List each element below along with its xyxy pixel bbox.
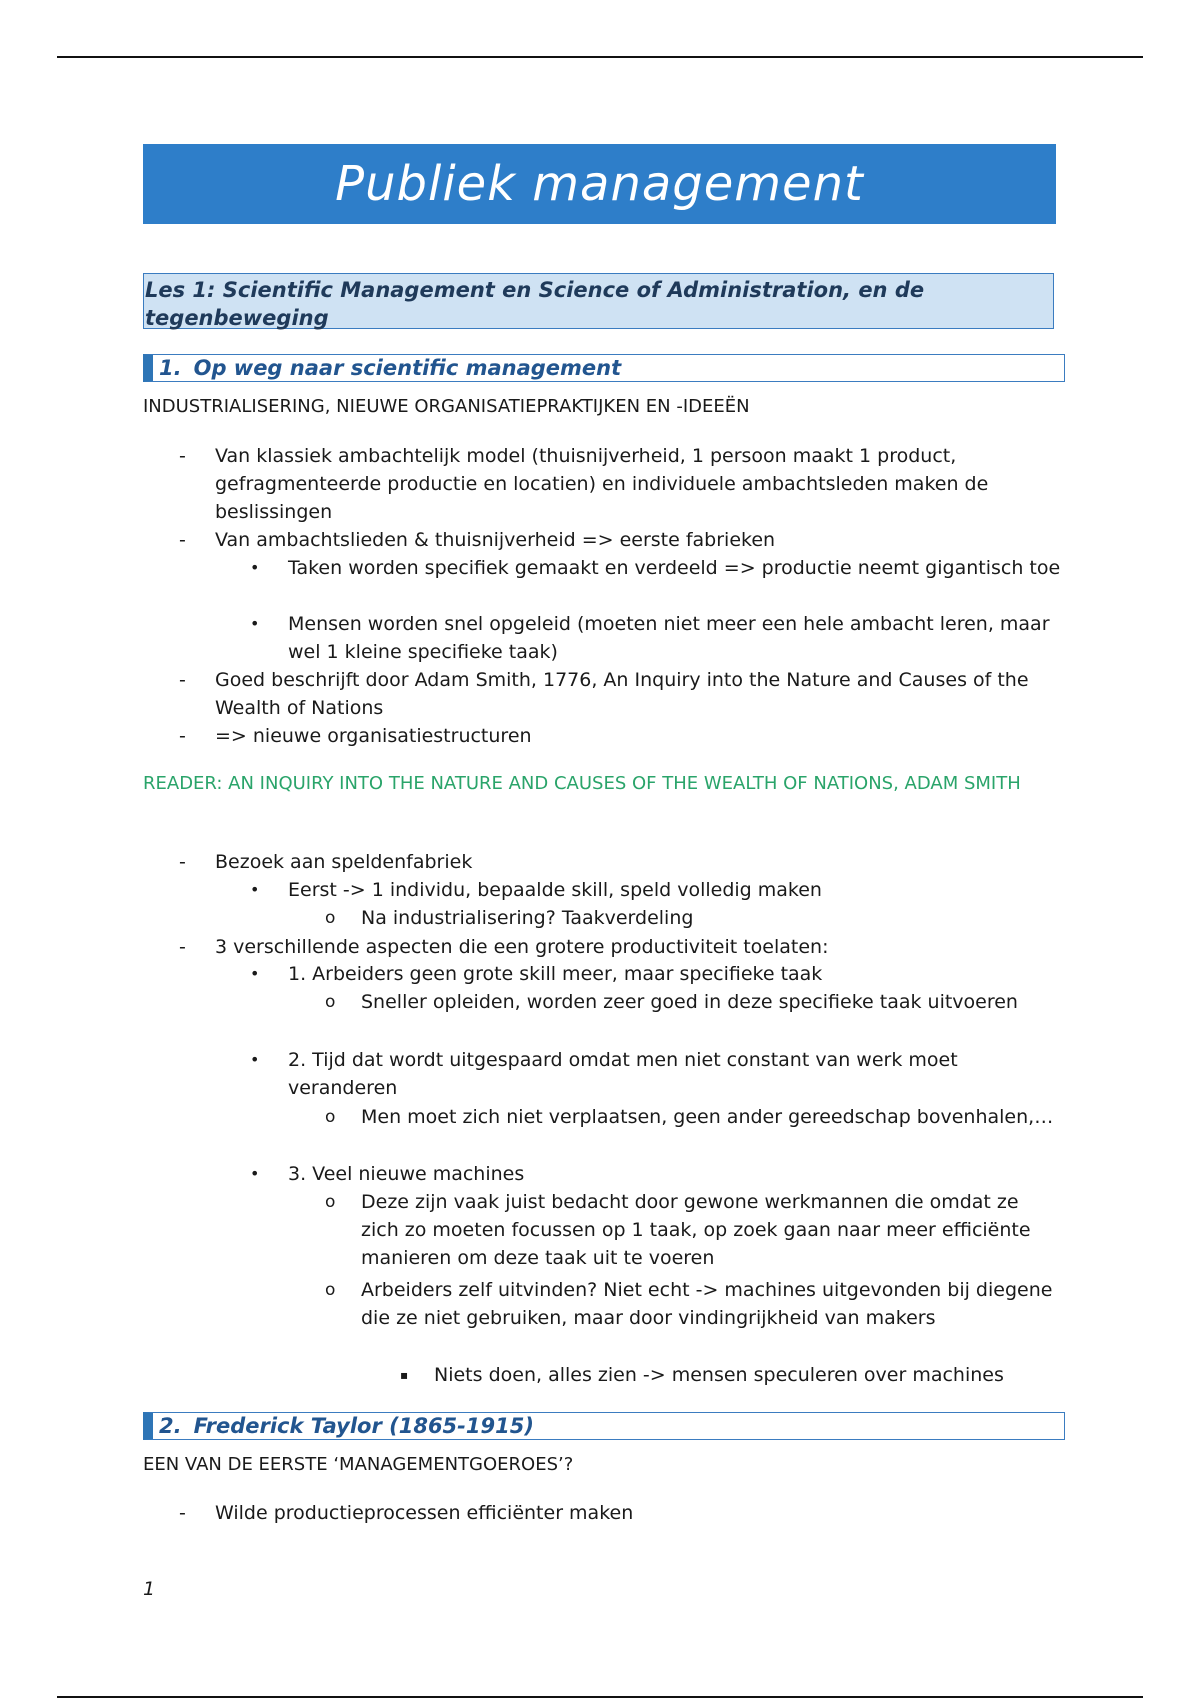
circle-marker: o <box>325 908 336 928</box>
list-item: o Na industrialisering? Taakverdeling <box>361 904 1061 932</box>
section-title: Op weg naar scientific management <box>193 356 622 380</box>
section-heading-1 <box>143 354 1065 382</box>
list-item: • 2. Tijd dat wordt uitgespaard omdat men niet constant van werk moet veranderen <box>288 1046 1063 1102</box>
circle-marker: o <box>325 1107 336 1127</box>
bullet-marker: • <box>250 1050 260 1069</box>
document-title: Publiek management <box>143 144 1056 224</box>
dash-marker: - <box>179 1502 186 1524</box>
bullet-marker: • <box>250 558 260 577</box>
dash-marker: - <box>179 445 186 467</box>
page-number: 1 <box>143 1578 156 1600</box>
list-item: - => nieuwe organisatiestructuren <box>215 722 1055 750</box>
list-item: • Taken worden specifiek gemaakt en verdeeld => productie neemt gigantisch toe <box>288 554 1063 582</box>
list-item: • Mensen worden snel opgeleid (moeten niet meer een hele ambacht leren, maar wel 1 kleine specifieke taak) <box>288 610 1063 666</box>
bullet-marker: • <box>250 880 260 899</box>
list-item: - Van klassiek ambachtelijk model (thuisnijverheid, 1 persoon maakt 1 product, gefragmenteerde productie en locatien) en individuele ambachtsleden maken de beslissingen <box>215 442 1055 526</box>
dash-marker: - <box>179 529 186 551</box>
list-item: - 3 verschillende aspecten die een grotere productiviteit toelaten: <box>215 933 1055 961</box>
top-rule <box>57 56 1143 58</box>
section-subheading: EEN VAN DE EERSTE ‘MANAGEMENTGOEROES’? <box>143 1454 574 1475</box>
bullet-marker: • <box>250 1164 260 1183</box>
dash-marker: - <box>179 851 186 873</box>
list-item: - Van ambachtslieden & thuisnijverheid => eerste fabrieken <box>215 526 1055 554</box>
list-item: - Bezoek aan speldenfabriek <box>215 848 1055 876</box>
section-title: Frederick Taylor (1865-1915) <box>193 1414 534 1438</box>
section-heading-2 <box>143 1412 1065 1440</box>
dash-marker: - <box>179 725 186 747</box>
list-item: o Deze zijn vaak juist bedacht door gewone werkmannen die omdat ze zich zo moeten focussen op 1 taak, op zoek gaan naar meer efficiënte manieren om deze taak uit te voeren <box>361 1188 1061 1272</box>
circle-marker: o <box>325 992 336 1012</box>
list-item: o Sneller opleiden, worden zeer goed in deze specifieke taak uitvoeren <box>361 988 1061 1016</box>
list-item: - Goed beschrijft door Adam Smith, 1776, An Inquiry into the Nature and Causes of the Wealth of Nations <box>215 666 1055 722</box>
list-item: - Wilde productieprocessen efficiënter maken <box>215 1499 1055 1527</box>
square-marker: ▪ <box>400 1368 409 1382</box>
reader-heading: READER: AN INQUIRY INTO THE NATURE AND CAUSES OF THE WEALTH OF NATIONS, ADAM SMITH <box>143 773 1021 794</box>
list-item: ▪ Niets doen, alles zien -> mensen speculeren over machines <box>434 1361 1074 1389</box>
circle-marker: o <box>325 1192 336 1212</box>
list-item: • Eerst -> 1 individu, bepaalde skill, speld volledig maken <box>288 876 1063 904</box>
bullet-marker: • <box>250 964 260 983</box>
list-item: • 1. Arbeiders geen grote skill meer, maar specifieke taak <box>288 960 1063 988</box>
list-item: o Men moet zich niet verplaatsen, geen ander gereedschap bovenhalen,… <box>361 1103 1061 1131</box>
section-number: 2. <box>159 1414 182 1438</box>
bottom-rule <box>57 1696 1143 1698</box>
lesson-heading: Les 1: Scientific Management en Science of Administration, en de tegenbeweging <box>143 273 1054 329</box>
list-item: o Arbeiders zelf uitvinden? Niet echt -> machines uitgevonden bij diegene die ze niet gebruiken, maar door vindingrijkheid van makers <box>361 1276 1061 1332</box>
list-item: • 3. Veel nieuwe machines <box>288 1160 1063 1188</box>
bullet-marker: • <box>250 614 260 633</box>
section-subheading: INDUSTRIALISERING, NIEUWE ORGANISATIEPRAKTIJKEN EN -IDEEËN <box>143 396 750 417</box>
dash-marker: - <box>179 936 186 958</box>
section-number: 1. <box>159 356 182 380</box>
circle-marker: o <box>325 1280 336 1300</box>
dash-marker: - <box>179 669 186 691</box>
